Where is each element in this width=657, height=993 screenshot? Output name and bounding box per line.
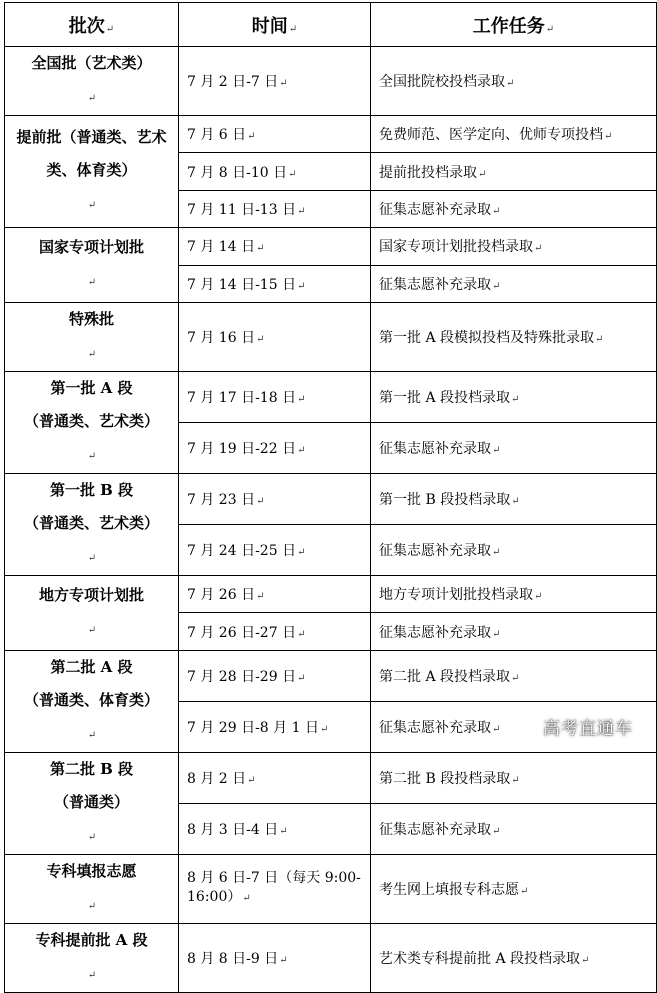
batch-name-line: （普通类、艺术类） (23, 411, 159, 430)
time-cell (179, 923, 371, 992)
task-cell (371, 575, 657, 612)
time-text: 7 月 16 日 (187, 329, 256, 346)
paragraph-mark: ↵ (534, 243, 543, 255)
task-cell (371, 524, 657, 575)
task-cell (371, 228, 657, 265)
table-row (5, 752, 657, 803)
batch-cell (5, 650, 179, 752)
time-text: 7 月 26 日-27 日 (187, 624, 297, 641)
time-text: 7 月 6 日 (187, 127, 247, 144)
time-text: 8 月 2 日 (187, 770, 247, 787)
task-text: 征集志愿补充录取 (379, 201, 491, 218)
batch-name-line: 类、体育类） (46, 161, 137, 180)
paragraph-mark: ↵ (256, 333, 265, 345)
task-text: 征集志愿补充录取 (379, 624, 491, 641)
paragraph-mark: ↵ (581, 954, 590, 966)
task-cell (371, 265, 657, 302)
paragraph-mark: ↵ (288, 168, 297, 180)
batch-name-line: （普通类） (53, 792, 129, 811)
paragraph-mark: ↵ (87, 831, 97, 843)
task-cell (371, 422, 657, 473)
paragraph-mark: ↵ (319, 723, 329, 735)
time-cell (179, 473, 371, 524)
paragraph-mark: ↵ (279, 78, 288, 89)
batch-name-line: 专科提前批 A 段 (35, 930, 148, 949)
paragraph-mark: ↵ (87, 93, 97, 104)
paragraph-mark: ↵ (242, 893, 251, 905)
time-cell (179, 190, 371, 227)
task-text: 地方专项计划批投档录取 (379, 587, 533, 604)
task-text: 免费师范、医学定向、优师专项投档 (379, 127, 603, 144)
task-text: 第二批 B 段投档录取 (379, 770, 511, 787)
paragraph-mark: ↵ (256, 495, 265, 507)
paragraph-mark: ↵ (87, 900, 97, 912)
batch-name-line: 全国批（艺术类） (31, 54, 152, 72)
time-cell (179, 650, 371, 701)
batch-cell (5, 116, 179, 228)
task-text: 考生网上填报专科志愿 (379, 881, 519, 898)
paragraph-mark: ↵ (492, 825, 501, 837)
task-text: 提前批投档录取 (379, 164, 477, 181)
task-cell (371, 650, 657, 701)
batch-name-line: 第一批 A 段 (50, 378, 133, 397)
task-cell (371, 371, 657, 422)
task-cell (371, 854, 657, 923)
time-cell (179, 575, 371, 612)
task-cell (371, 190, 657, 227)
time-cell (179, 228, 371, 265)
paragraph-mark: ↵ (492, 444, 501, 456)
task-text: 国家专项计划批投档录取 (379, 239, 533, 256)
paragraph-mark: ↵ (492, 205, 501, 217)
watermark: 高考直通车 (543, 719, 633, 739)
time-cell (179, 752, 371, 803)
task-text: 第二批 A 段投档录取 (379, 668, 511, 685)
time-cell (179, 854, 371, 923)
time-text: 7 月 26 日 (187, 587, 256, 604)
paragraph-mark: ↵ (279, 825, 288, 837)
paragraph-mark: ↵ (492, 280, 501, 292)
paragraph-mark: ↵ (87, 729, 97, 741)
batch-name-line: 第二批 A 段 (50, 657, 133, 676)
paragraph-mark: ↵ (511, 495, 520, 507)
paragraph-mark: ↵ (492, 723, 501, 735)
time-cell (179, 803, 371, 854)
table-row (5, 371, 657, 422)
table-row (5, 47, 657, 116)
paragraph-mark: ↵ (87, 969, 97, 981)
time-text: 7 月 14 日 (187, 239, 256, 256)
batch-cell (5, 371, 179, 473)
table-row (5, 650, 657, 701)
task-text: 艺术类专科提前批 A 段投档录取 (379, 950, 581, 967)
table-row (5, 116, 657, 153)
task-text: 征集志愿补充录取 (379, 542, 491, 559)
batch-name-line: 第二批 B 段 (49, 759, 134, 778)
paragraph-mark: ↵ (87, 624, 97, 636)
time-text: 7 月 28 日-29 日 (187, 668, 297, 685)
batch-name-line: 专科填报志愿 (46, 861, 137, 880)
task-cell (371, 153, 657, 190)
batch-name-line: （普通类、体育类） (23, 690, 159, 709)
task-text: 全国批院校投档录取 (379, 74, 505, 90)
paragraph-mark: ↵ (511, 774, 520, 786)
time-text: 7 月 8 日-10 日 (187, 164, 288, 181)
task-cell (371, 803, 657, 854)
header-time: 时间↵ (179, 3, 371, 47)
task-cell (371, 116, 657, 153)
paragraph-mark: ↵ (478, 168, 487, 180)
task-cell (371, 752, 657, 803)
task-cell (371, 923, 657, 992)
paragraph-mark: ↵ (87, 450, 97, 462)
table-row (5, 228, 657, 265)
paragraph-mark: ↵ (279, 954, 288, 966)
paragraph-mark: ↵ (297, 393, 306, 405)
time-text: 7 月 29 日-8 月 1 日 (187, 719, 319, 736)
time-cell (179, 302, 371, 371)
table-row (5, 473, 657, 524)
paragraph-mark: ↵ (247, 131, 256, 143)
time-cell (179, 524, 371, 575)
batch-name-line: （普通类、艺术类） (23, 513, 159, 532)
time-text: 8 月 6 日-7 日（每天 9:00-16:00） (187, 870, 361, 906)
batch-name-line: 特殊批 (68, 309, 114, 328)
paragraph-mark: ↵ (297, 672, 306, 684)
paragraph-mark: ↵ (256, 591, 265, 603)
header-batch: 批次↵ (5, 3, 179, 47)
batch-cell (5, 228, 179, 303)
batch-cell (5, 575, 179, 650)
paragraph-mark: ↵ (492, 628, 501, 640)
time-text: 7 月 24 日-25 日 (187, 542, 297, 559)
paragraph-mark: ↵ (534, 591, 543, 603)
paragraph-mark: ↵ (297, 628, 306, 640)
time-cell (179, 265, 371, 302)
paragraph-mark: ↵ (297, 205, 306, 217)
task-text: 征集志愿补充录取 (379, 440, 491, 457)
batch-cell (5, 752, 179, 854)
batch-cell (5, 473, 179, 575)
time-cell (179, 613, 371, 650)
table-row (5, 575, 657, 612)
time-cell (179, 153, 371, 190)
time-cell (179, 116, 371, 153)
paragraph-mark: ↵ (604, 131, 613, 143)
table-header-row (5, 3, 657, 47)
time-text: 7 月 17 日-18 日 (187, 389, 297, 406)
task-cell (371, 302, 657, 371)
paragraph-mark: ↵ (87, 552, 97, 564)
batch-name-line: 第一批 B 段 (49, 480, 134, 499)
time-text: 7 月 14 日-15 日 (187, 276, 297, 293)
time-text: 8 月 8 日-9 日 (187, 950, 279, 967)
task-text: 第一批 B 段投档录取 (379, 491, 511, 508)
task-text: 征集志愿补充录取 (379, 821, 491, 838)
paragraph-mark: ↵ (256, 243, 265, 255)
paragraph-mark: ↵ (87, 277, 97, 289)
task-text: 第一批 A 段模拟投档及特殊批录取 (379, 329, 595, 346)
task-cell (371, 473, 657, 524)
paragraph-mark: ↵ (520, 885, 529, 897)
paragraph-mark: ↵ (492, 546, 501, 558)
table-row (5, 302, 657, 371)
time-cell (179, 422, 371, 473)
batch-cell (5, 923, 179, 992)
time-cell (179, 47, 371, 116)
paragraph-mark: ↵ (297, 444, 306, 456)
time-text: 7 月 2 日-7 日 (187, 74, 279, 90)
task-text: 征集志愿补充录取 (379, 276, 491, 293)
time-text: 8 月 3 日-4 日 (187, 821, 279, 838)
batch-cell (5, 302, 179, 371)
batch-name-line: 国家专项计划批 (38, 238, 144, 257)
batch-cell (5, 47, 179, 116)
paragraph-mark: ↵ (297, 280, 306, 292)
paragraph-mark: ↵ (511, 393, 520, 405)
time-text: 7 月 11 日-13 日 (187, 201, 297, 218)
paragraph-mark: ↵ (87, 348, 97, 360)
paragraph-mark: ↵ (87, 200, 97, 212)
time-cell (179, 701, 371, 752)
header-task: 工作任务↵ (371, 3, 657, 47)
paragraph-mark: ↵ (506, 78, 515, 89)
table-body (5, 47, 657, 993)
time-text: 7 月 19 日-22 日 (187, 440, 297, 457)
task-text: 第一批 A 段投档录取 (379, 389, 511, 406)
paragraph-mark: ↵ (247, 774, 256, 786)
batch-name-line: 提前批（普通类、艺术 (16, 128, 167, 147)
table-row (5, 923, 657, 992)
paragraph-mark: ↵ (511, 672, 520, 684)
task-cell (371, 613, 657, 650)
paragraph-mark: ↵ (595, 333, 604, 345)
time-cell (179, 371, 371, 422)
batch-name-line: 地方专项计划批 (38, 585, 144, 604)
batch-cell (5, 854, 179, 923)
paragraph-mark: ↵ (297, 546, 306, 558)
admission-schedule-table (4, 2, 657, 993)
task-text: 征集志愿补充录取 (379, 719, 491, 736)
time-text: 7 月 23 日 (187, 491, 256, 508)
table-row (5, 854, 657, 923)
task-cell (371, 47, 657, 116)
